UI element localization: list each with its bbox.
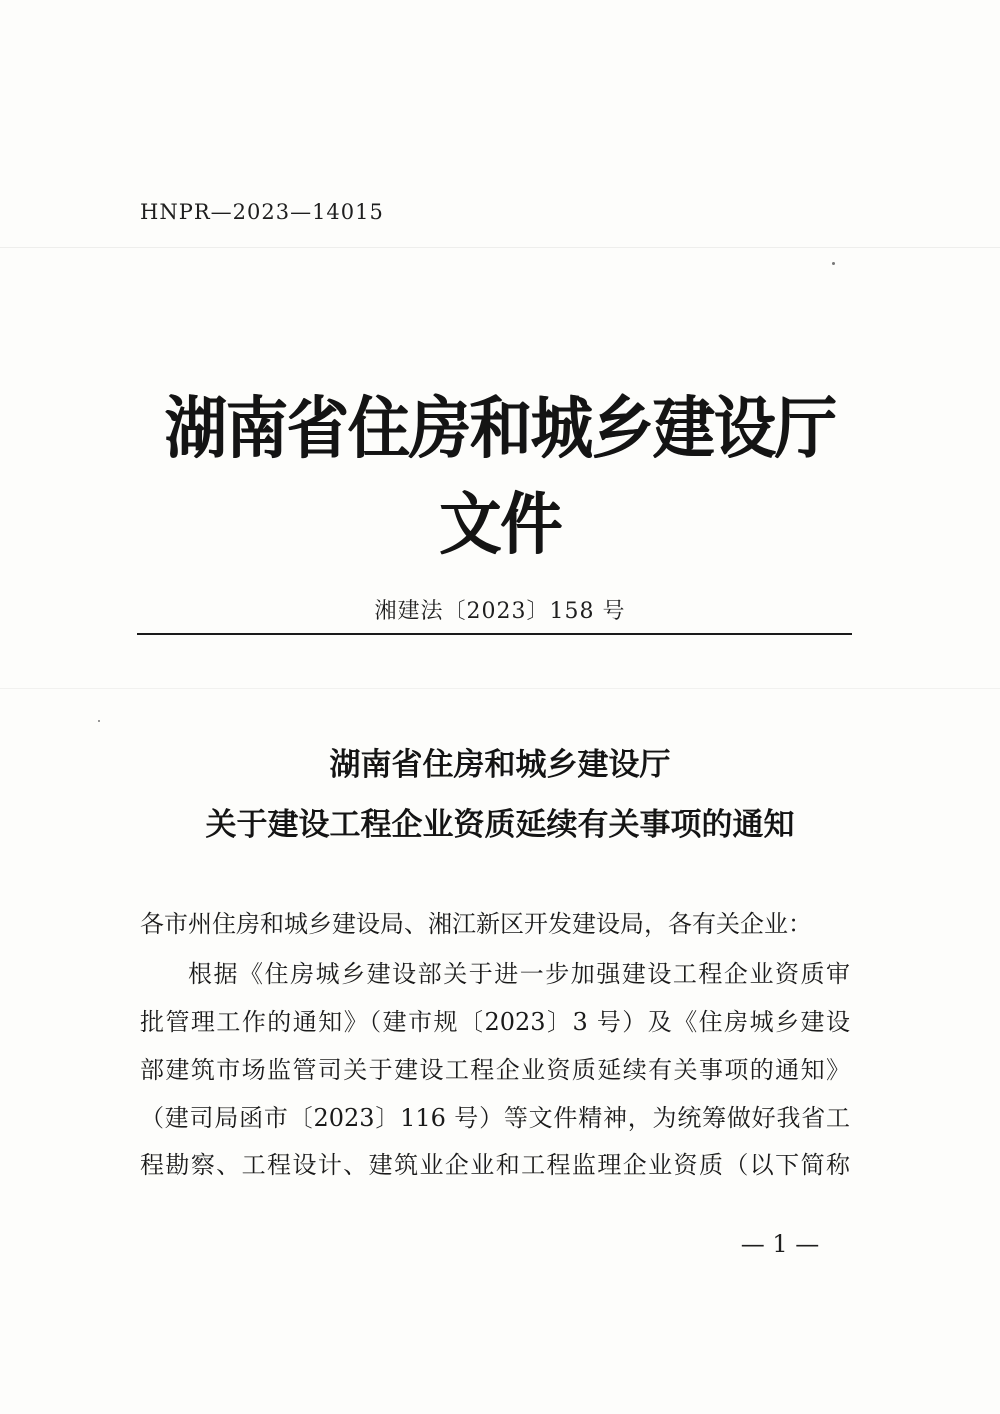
header-divider [137,633,852,635]
body-text-line: 根据《住房城乡建设部关于进一步加强建设工程企业资质审 [188,960,850,988]
page-number: — 1 — [740,1230,820,1258]
scan-fold-line [0,247,1000,248]
masthead-title: 湖南省住房和城乡建设厅文件 [164,388,836,564]
addressee-line: 各市州住房和城乡建设局、湘江新区开发建设局，各有关企业： [140,910,812,938]
document-code: HNPR—2023—14015 [140,200,384,224]
document-number: 湘建法〔2023〕158 号 [374,599,626,624]
scan-fold-line [0,688,1000,689]
body-text-line: 部建筑市场监管司关于建设工程企业资质延续有关事项的通知》 [140,1056,850,1084]
scan-speck [832,262,835,265]
body-text-line: 程勘察、工程设计、建筑业企业和工程监理企业资质（以下简称 [140,1151,850,1179]
scan-speck [98,720,100,722]
notice-title-line-1: 湖南省住房和城乡建设厅 [329,747,671,783]
notice-title-line-2: 关于建设工程企业资质延续有关事项的通知 [205,807,795,843]
body-text-line: 批管理工作的通知》（建市规〔2023〕3 号）及《住房城乡建设 [140,1008,850,1036]
body-text-line: （建司局函市〔2023〕116 号）等文件精神，为统筹做好我省工 [140,1104,850,1132]
